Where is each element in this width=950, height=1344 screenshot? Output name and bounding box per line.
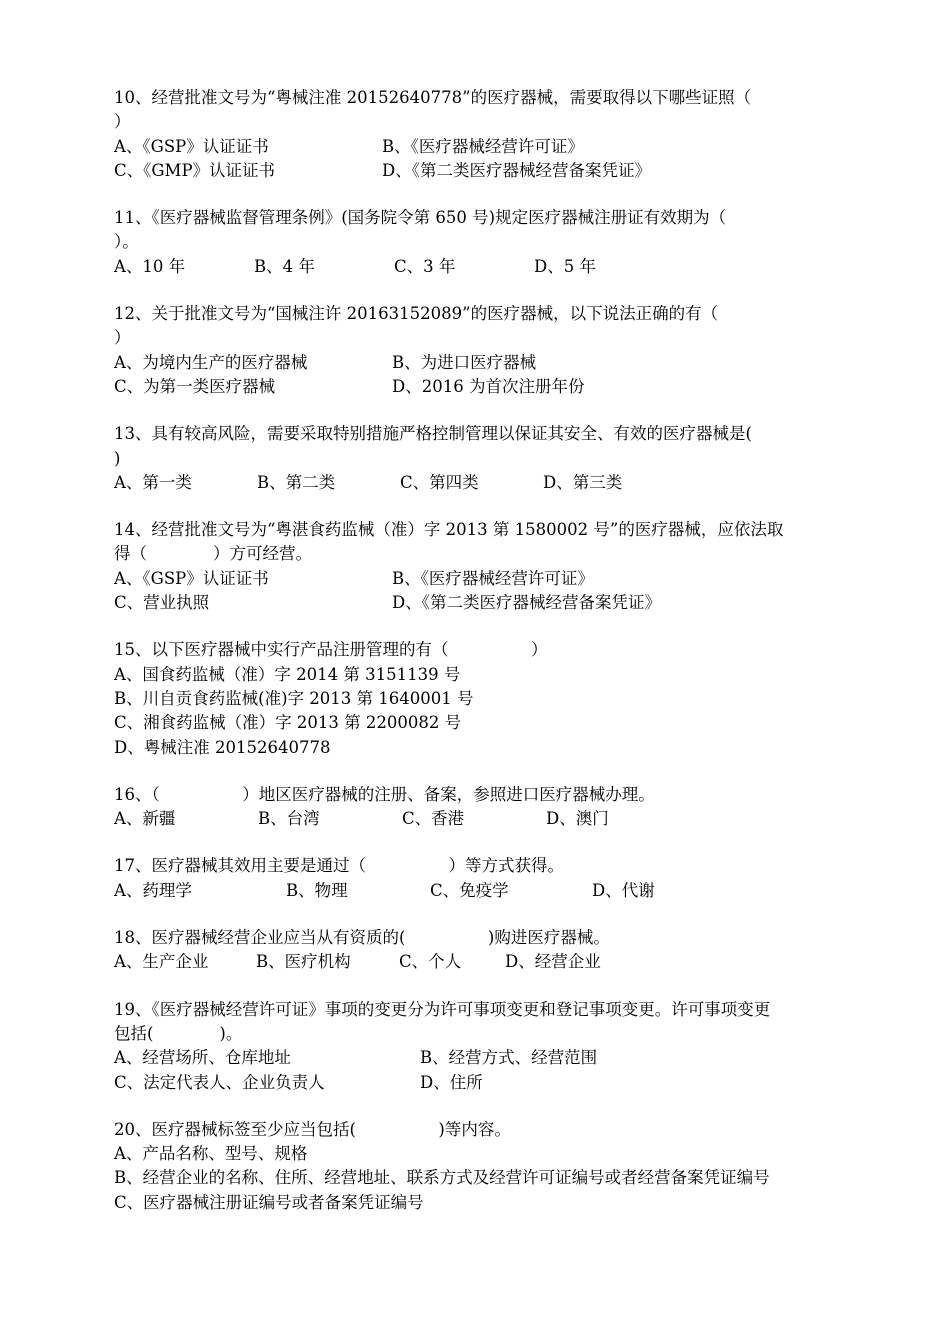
- question-text: ）。: [114, 232, 139, 252]
- option-a: A、产品名称、型号、规格: [114, 1144, 308, 1164]
- option-row: [114, 807, 856, 831]
- option-d: D、《第二类医疗器械经营备案凭证》: [382, 160, 651, 180]
- option-row: [114, 950, 856, 974]
- question-16: [114, 783, 856, 832]
- option-c: C、法定代表人、企业负责人: [114, 1072, 325, 1092]
- question-10: [114, 86, 856, 183]
- question-text: 15、以下医疗器械中实行产品注册管理的有（ ）: [114, 640, 548, 660]
- question-text: ）: [114, 112, 131, 132]
- option-a: A、《GSP》认证证书: [114, 136, 269, 156]
- question-11: [114, 206, 856, 279]
- question-text: 13、具有较高风险，需要采取特别措施严格控制管理以保证其安全、有效的医疗器械是(: [114, 424, 752, 444]
- question-text: 19、《医疗器械经营许可证》事项的变更分为许可事项变更和登记事项变更。许可事项变更: [114, 999, 771, 1019]
- question-17: [114, 854, 856, 903]
- option-b: B、经营方式、经营范围: [420, 1048, 598, 1068]
- option-a: A、药理学: [114, 880, 192, 900]
- option-b: B、医疗机构: [256, 952, 351, 972]
- option-c: C、《GMP》认证证书: [114, 160, 276, 180]
- option-a: A、经营场所、仓库地址: [114, 1048, 291, 1068]
- option-c: C、香港: [402, 809, 465, 829]
- option-row: [114, 471, 856, 495]
- question-text: 16、（ ）地区医疗器械的注册、备案，参照进口医疗器械办理。: [114, 784, 655, 804]
- question-13: [114, 422, 856, 495]
- question-text: 12、关于批准文号为“国械注许 20163152089”的医疗器械，以下说法正确的有（: [114, 304, 719, 324]
- option-c: C、营业执照: [114, 593, 210, 613]
- option-row: [114, 351, 856, 375]
- option-row: [114, 159, 856, 183]
- option-b: B、川自贡食药监械(准)字 2013 第 1640001 号: [114, 688, 474, 708]
- option-row: [114, 879, 856, 903]
- option-row: [114, 567, 856, 591]
- option-row: [114, 255, 856, 279]
- option-d: D、《第二类医疗器械经营备案凭证》: [392, 593, 661, 613]
- option-row: [114, 1046, 856, 1070]
- option-a: A、国食药监械（准）字 2014 第 3151139 号: [114, 664, 461, 684]
- option-a: A、生产企业: [114, 952, 209, 972]
- option-a: A、《GSP》认证证书: [114, 568, 269, 588]
- option-b: B、4 年: [254, 256, 315, 276]
- option-d: D、经营企业: [505, 952, 601, 972]
- option-a: A、10 年: [114, 256, 186, 276]
- option-d: D、粤械注准 20152640778: [114, 737, 331, 757]
- option-c: C、医疗器械注册证编号或者备案凭证编号: [114, 1192, 424, 1212]
- option-c: C、免疫学: [430, 880, 509, 900]
- option-c: C、第四类: [400, 472, 479, 492]
- option-b: B、台湾: [258, 809, 320, 829]
- option-d: D、住所: [420, 1072, 483, 1092]
- option-b: B、经营企业的名称、住所、经营地址、联系方式及经营许可证编号或者经营备案凭证编号: [114, 1168, 770, 1188]
- question-20: [114, 1118, 856, 1215]
- option-b: B、物理: [286, 880, 348, 900]
- option-row: [114, 135, 856, 159]
- question-text: 包括( )。: [114, 1023, 243, 1043]
- option-c: C、个人: [399, 952, 462, 972]
- option-d: D、2016 为首次注册年份: [392, 376, 585, 396]
- question-text: 得（ ）方可经营。: [114, 544, 312, 564]
- question-text: 11、《医疗器械监督管理条例》(国务院令第 650 号)规定医疗器械注册证有效期为（: [114, 208, 727, 228]
- question-text: 18、医疗器械经营企业应当从有资质的( )购进医疗器械。: [114, 928, 610, 948]
- option-b: B、第二类: [257, 472, 336, 492]
- question-19: [114, 998, 856, 1095]
- question-12: [114, 302, 856, 399]
- option-b: B、《医疗器械经营许可证》: [392, 568, 594, 588]
- question-18: [114, 926, 856, 975]
- document-page: [114, 86, 856, 1238]
- option-c: C、湘食药监械（准）字 2013 第 2200082 号: [114, 713, 462, 733]
- option-row: [114, 1071, 856, 1095]
- option-row: [114, 591, 856, 615]
- option-c: C、为第一类医疗器械: [114, 376, 276, 396]
- question-text: ）: [114, 328, 131, 348]
- option-b: B、为进口医疗器械: [392, 352, 537, 372]
- option-a: A、第一类: [114, 472, 192, 492]
- question-14: [114, 518, 856, 615]
- question-text: ): [114, 448, 121, 468]
- question-15: [114, 638, 856, 759]
- option-d: D、第三类: [543, 472, 623, 492]
- option-a: A、为境内生产的医疗器械: [114, 352, 308, 372]
- question-text: 20、医疗器械标签至少应当包括( )等内容。: [114, 1119, 511, 1139]
- question-text: 14、经营批准文号为“粤湛食药监械（准）字 2013 第 1580002 号”的医疗器械，应依法取: [114, 520, 784, 540]
- option-c: C、3 年: [394, 256, 456, 276]
- question-text: 17、医疗器械其效用主要是通过（ ）等方式获得。: [114, 856, 564, 876]
- question-text: 10、经营批准文号为“粤械注准 20152640778”的医疗器械，需要取得以下哪些证照（: [114, 88, 752, 107]
- option-row: [114, 375, 856, 399]
- option-d: D、5 年: [534, 256, 596, 276]
- option-d: D、澳门: [546, 809, 609, 829]
- option-d: D、代谢: [592, 880, 655, 900]
- option-b: B、《医疗器械经营许可证》: [382, 136, 584, 156]
- option-a: A、新疆: [114, 809, 176, 829]
